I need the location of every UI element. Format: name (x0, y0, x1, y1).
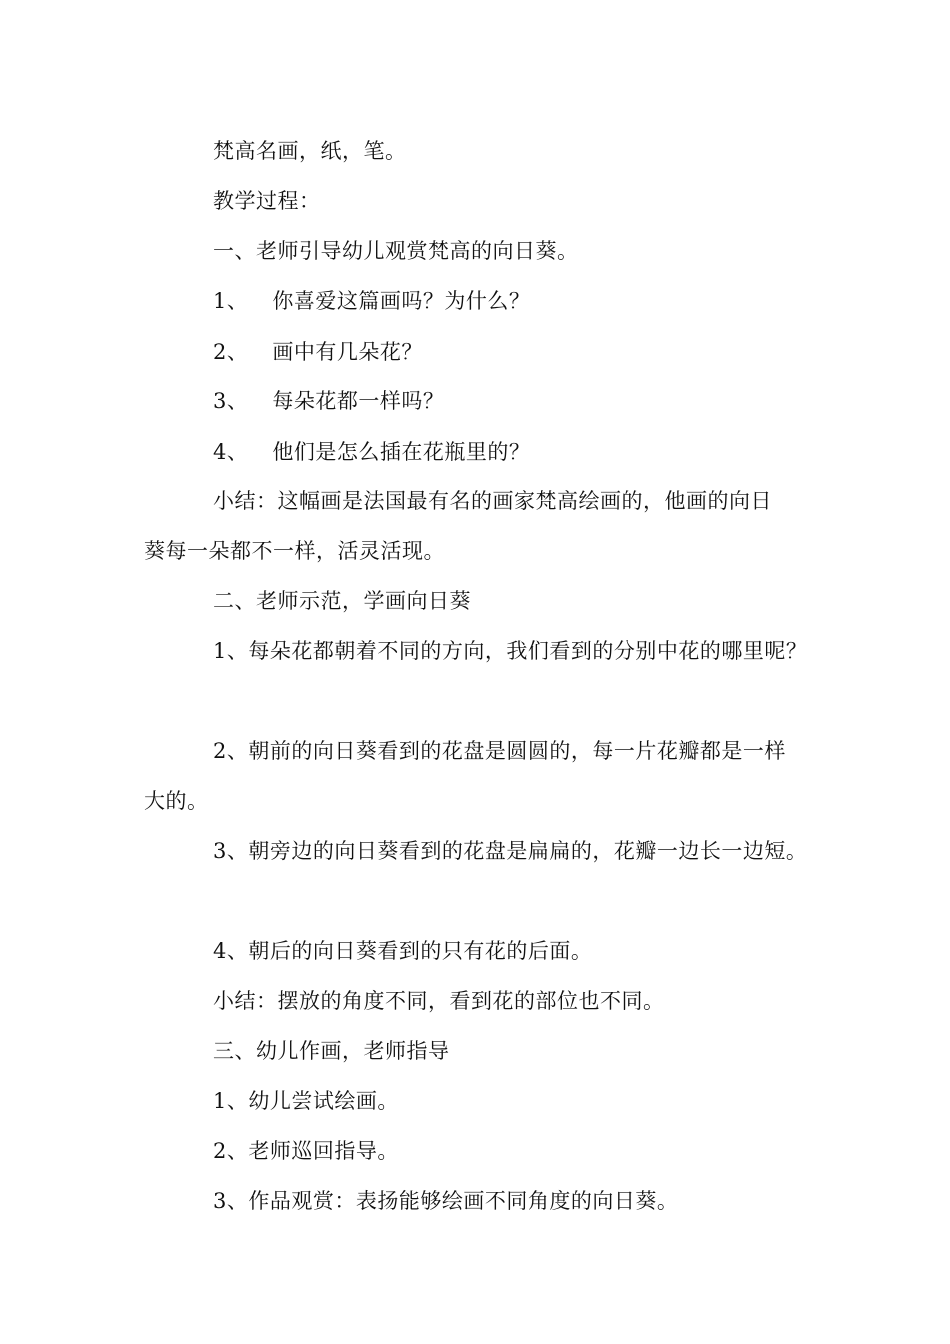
section3-item-1: 1、幼儿尝试绘画。 (213, 1089, 399, 1113)
section2-item-3: 3、朝旁边的向日葵看到的花盘是扁扁的，花瓣一边长一边短。 (213, 839, 808, 863)
section2-title: 二、老师示范，学画向日葵 (213, 589, 471, 613)
question-4 (213, 437, 530, 467)
section1-summary-line1: 小结：这幅画是法国最有名的画家梵高绘画的，他画的向日 (213, 489, 772, 513)
section3-item-2: 2、老师巡回指导。 (213, 1139, 399, 1163)
question-3 (213, 386, 444, 416)
section2-item-1: 1、每朵花都朝着不同的方向，我们看到的分别中花的哪里呢？ (213, 639, 808, 663)
section2-item-4: 4、朝后的向日葵看到的只有花的后面。 (213, 939, 593, 963)
section1-title: 一、老师引导幼儿观赏梵高的向日葵。 (213, 239, 579, 263)
section2-summary: 小结：摆放的角度不同，看到花的部位也不同。 (213, 989, 665, 1013)
question-number: 3、 (213, 389, 249, 413)
section2-item-2-line2: 大的。 (144, 789, 209, 813)
question-number: 4、 (213, 440, 249, 464)
section2-item-2-line1: 2、朝前的向日葵看到的花盘是圆圆的，每一片花瓣都是一样 (213, 739, 786, 763)
section1-summary-line2: 葵每一朵都不一样，活灵活现。 (144, 539, 445, 563)
section3-title: 三、幼儿作画，老师指导 (213, 1039, 450, 1063)
materials-line: 梵高名画，纸，笔。 (213, 139, 407, 163)
question-text: 他们是怎么插在花瓶里的？ (272, 440, 531, 464)
question-text: 你喜爱这篇画吗？为什么？ (272, 289, 531, 313)
question-number: 1、 (213, 289, 249, 313)
question-number: 2、 (213, 340, 249, 364)
question-2 (213, 337, 423, 367)
question-1 (213, 286, 530, 316)
question-text: 画中有几朵花？ (272, 340, 423, 364)
process-heading: 教学过程： (213, 189, 321, 213)
section3-item-3: 3、作品观赏：表扬能够绘画不同角度的向日葵。 (213, 1189, 679, 1213)
question-text: 每朵花都一样吗？ (272, 389, 445, 413)
